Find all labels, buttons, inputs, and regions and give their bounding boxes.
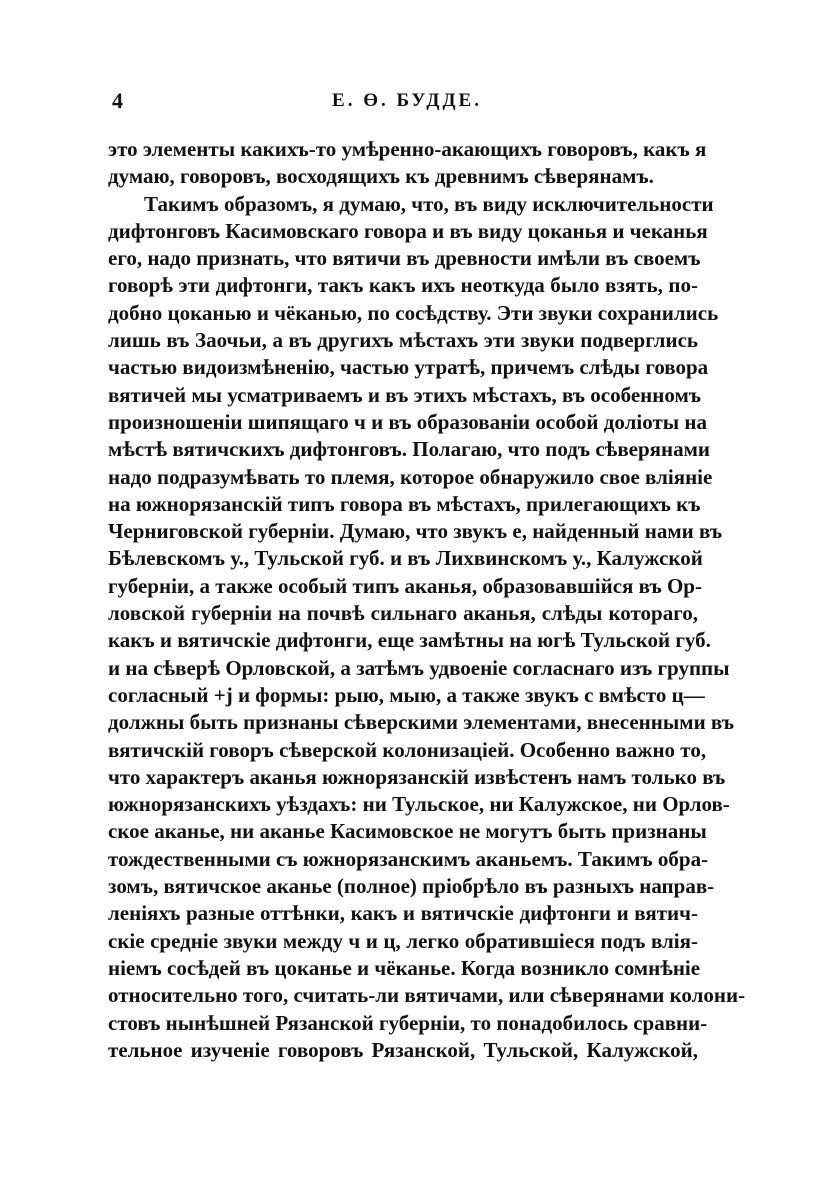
text-line: какъ и вятичскіе дифтонги, еще замѣтны на югѣ Тульской губ. [108,628,711,653]
text-line: зомъ, вятичское аканье (полное) пріобрѣло въ разныхъ направ- [108,874,715,899]
text-line: лишь въ Заочьи, а въ другихъ мѣстахъ эти звуки подверглись [108,328,698,353]
text-line: ское аканье, ни аканье Касимовское не могутъ быть признаны [108,819,707,844]
text-line: вятичскій говоръ сѣверской колонизаціей. Особенно важно то, [108,737,707,762]
text-line: губерніи, а также особый типъ аканья, образовавшійся въ Ор- [108,573,702,598]
body-text [108,136,746,1064]
running-head: Е. Ө. БУДДЕ. [332,90,482,111]
text-line: стовъ нынѣшней Рязанской губерніи, то понадобилось сравни- [108,1010,708,1035]
text-line: Бѣлевскомъ у., Тульской губ. и въ Лихвинскомъ у., Калужской [108,546,703,571]
text-line: говорѣ эти дифтонги, такъ какъ ихъ неоткуда было взять, по- [108,273,698,298]
text-line: добно цоканью и чёканью, по сосѣдству. Эти звуки сохранились [108,300,719,325]
text-line: должны быть признаны сѣверскими элементами, внесенными въ [108,710,734,735]
text-line: ніемъ сосѣдей въ цоканье и чёканье. Когда возникло сомнѣніе [108,955,701,980]
text-line: это элементы какихъ-то умѣренно-акающихъ говоровъ, какъ я [108,137,707,161]
text-line: частью видоизмѣненію, частью утратѣ, причемъ слѣды говора [108,355,709,380]
text-line: на южнорязанскій типъ говора въ мѣстахъ, прилегающихъ къ [108,491,701,516]
text-line: и на сѣверѣ Орловской, а затѣмъ удвоеніе согласнаго изъ группы [108,655,730,680]
text-line: произношеніи шипящаго ч и въ образованіи особой доліоты на [108,409,708,434]
text-line: мѣстѣ вятичскихъ дифтонговъ. Полагаю, что подъ сѣверянами [108,437,711,462]
page-header [112,88,702,116]
text-line: леніяхъ разные оттѣнки, какъ и вятичскіе дифтонги и вятич- [108,901,698,926]
text-line: тождественными съ южнорязанскимъ аканьемъ. Такимъ обра- [108,846,709,871]
text-line: дифтонговъ Касимовскаго говора и въ виду цоканья и чеканья [108,218,708,243]
page-number: 4 [112,88,123,113]
text-line: скіе средніе звуки между ч и ц, легко обратившіеся подъ влія- [108,928,698,953]
text-line: Такимъ образомъ, я думаю, что, въ виду исключительности [144,191,714,216]
text-line: ловской губерніи на почвѣ сильнаго аканья, слѣды котораго, [108,601,698,626]
text-line: его, надо признать, что вятичи въ древности имѣли въ своемъ [108,246,701,271]
text-line: согласный +j и формы: рыю, мыю, а также звукъ с вмѣсто ц— [108,682,705,707]
text-line: тельное изученіе говоровъ Рязанской, Тульской, Калужской, [108,1037,698,1062]
text-line: южнорязанскихъ уѣздахъ: ни Тульское, ни Калужское, ни Орлов- [108,792,730,817]
text-line: относительно того, считать-ли вятичами, или сѣверянами колони- [108,983,746,1008]
text-line: что характеръ аканья южнорязанскій извѣстенъ намъ только въ [108,764,726,789]
text-line: вятичей мы усматриваемъ и въ этихъ мѣстахъ, въ особенномъ [108,382,702,407]
text-line: думаю, говоровъ, восходящихъ къ древнимъ сѣверянамъ. [108,164,654,189]
text-line: Черниговской губерніи. Думаю, что звукъ е, найденный нами въ [108,519,723,544]
text-line: надо подразумѣвать то племя, которое обнаружило свое вліяніе [108,464,713,489]
